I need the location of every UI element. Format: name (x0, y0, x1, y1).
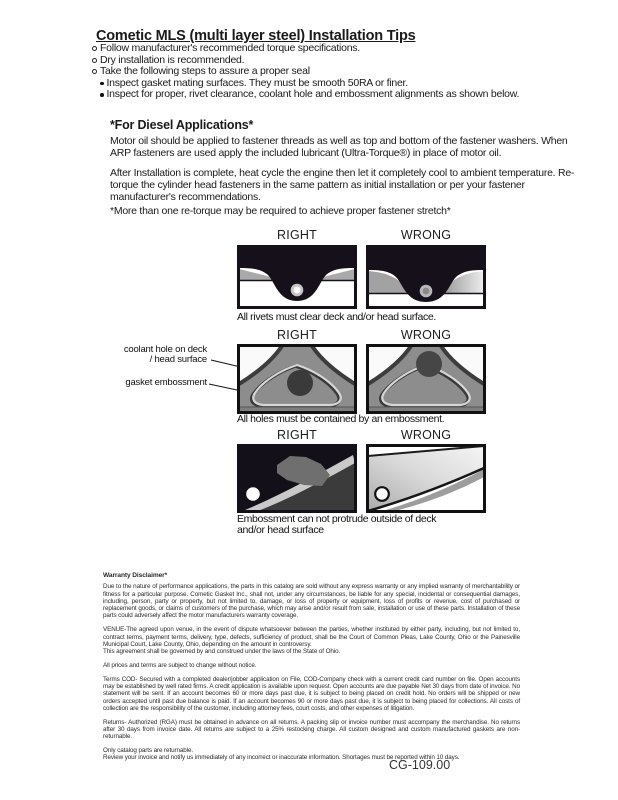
right-label-row1: RIGHT (277, 228, 317, 242)
wrong-label-row3: WRONG (400, 428, 452, 442)
returnable-line: Only catalog parts are returnable. (103, 747, 194, 755)
wrong-label-row1: WRONG (400, 228, 452, 242)
tip-item (92, 66, 519, 78)
diagram-embossment-right-panel (237, 344, 357, 414)
filled-bullet-icon (100, 82, 104, 86)
bolt-hole-icon (375, 487, 389, 501)
right-label-row3: RIGHT (277, 428, 317, 442)
review-invoice-line: Review your invoice and notify us immediately of any incorrect or inaccurate information. Shortages must be reported within 10 days. (103, 754, 460, 762)
tip-text: Inspect for proper, rivet clearance, coolant hole and embossment alignments as shown below. (106, 88, 520, 100)
prices-terms-line: All prices and terms are subject to change without notice. (103, 661, 257, 669)
open-bullet-icon (92, 58, 97, 63)
bolt-hole-icon (246, 487, 260, 501)
coolant-hole-label: coolant hole on deck / head surface (123, 344, 207, 366)
page-title: Cometic MLS (multi layer steel) Installation Tips (96, 28, 416, 44)
diesel-paragraph-2: After Installation is complete, heat cycle the engine then let it completely cool to ambient temperature. Re-torque the cylinder head fasteners in the same pattern as initial installation or per your fastener manufacturer's recommendations. (110, 167, 575, 203)
row1-caption: All rivets must clear deck and/or head surface. (237, 311, 436, 323)
diagram-rivet-wrong-panel (366, 245, 486, 309)
returns-paragraph: Returns- Authorized (RGA) must be obtained in advance on all returns. A packing slip or invoice number must accompany the merchandise. No returns after 30 days from invoice date. All returns are subject to a 25% restocking charge. All custom designed and custom manufactured gaskets are non-returnable. (103, 718, 520, 741)
coolant-hole-icon (416, 351, 442, 377)
warranty-disclaimer (103, 572, 520, 768)
coolant-hole-icon (287, 370, 313, 396)
filled-bullet-icon (100, 93, 104, 97)
diagram-embossment-wrong-panel (366, 344, 486, 414)
gasket-embossment-label: gasket embossment (125, 377, 207, 388)
diagram-protrusion-wrong-panel (366, 444, 486, 513)
tip-text: Inspect gasket mating surfaces. They must be smooth 50RA or finer. (106, 76, 408, 89)
tip-text: Dry installation is recommended. (100, 53, 245, 66)
retorque-note: *More than one re-torque may be required to achieve proper fastener stretch* (110, 205, 451, 217)
right-label-row2: RIGHT (277, 328, 317, 342)
venue-paragraph: VENUE-The agreed upon venue, in the event of dispute whatsoever between the parties, whether instituted by either party, including, but not limited to, contract terms, payment terms, delivery, type, defects, sufficiency of product, shall be the Court of Common Pleas, Lake County, Ohio or the Painesville Municipal Court, Lake County, Ohio, depending on the amount in controversy. (103, 626, 520, 648)
diesel-applications-heading: *For Diesel Applications* (110, 118, 254, 132)
tip-sub-item (92, 89, 519, 101)
row2-caption: All holes must be contained by an embossment. (237, 413, 445, 425)
disclaimer-paragraph: Due to the nature of performance applications, the parts in this catalog are sold without any express warranty or any implied warranty of merchantability or fitness for a particular purpose. Cometic Gasket Inc., shall not, under any circumstances, be liable for any special, incidental or consequential damages, including, person, party or property, but not limited to, damage, or loss of property or equipment, loss of profits or revenue, cost of purchased or replacement goods, or claims of customers of the purchase, which may arise and/or result from sale, installation or use of these parts. Installation of these parts could adversely affect the motor manufacturers warranty coverage. (103, 583, 520, 620)
diagram-protrusion-right-panel (237, 444, 357, 513)
open-bullet-icon (92, 69, 97, 74)
tip-text: Follow manufacturer's recommended torque specifications. (100, 42, 360, 54)
diagram-rivet-right-panel (237, 245, 357, 309)
tip-item (92, 43, 519, 55)
disclaimer-heading: Warranty Disclaimer* (103, 572, 168, 579)
row3-caption: Embossment can not protrude outside of deck and/or head surface (237, 513, 437, 536)
open-bullet-icon (92, 46, 97, 51)
diesel-paragraph-1: Motor oil should be applied to fastener threads as well as top and bottom of the fastener washers. When ARP fasteners are used apply the included lubricant (Ultra-Torque®) in place of motor oil. (110, 135, 568, 159)
wrong-label-row2: WRONG (400, 328, 452, 342)
terms-cod-paragraph: Terms COD- Secured with a completed dealer/jobber application on File, COD-Company check with a current credit card number on file. Open accounts may be established by well rated firms. A credit application is available upon request. Open accounts are due payable Net 30 days from date of invoice. No statement will be sent. If an account becomes 60 or more days past due, it is subject to being placed on credit hold. No orders will be shipped or new orders accepted until past due balance is paid. If an account becomes 90 or more days past due, it is subject to being placed for collections. All costs of collection are the responsibility of the customer, including attorney fees, court costs, and other expenses of litigation. (103, 675, 520, 712)
installation-tips-list (92, 43, 519, 101)
governing-law-line: This agreement shall be governed by and construed under the laws of the State of Ohio. (103, 648, 341, 656)
tip-text: Take the following steps to assure a proper seal (100, 65, 310, 77)
page-code: CG-109.00 (389, 758, 451, 772)
